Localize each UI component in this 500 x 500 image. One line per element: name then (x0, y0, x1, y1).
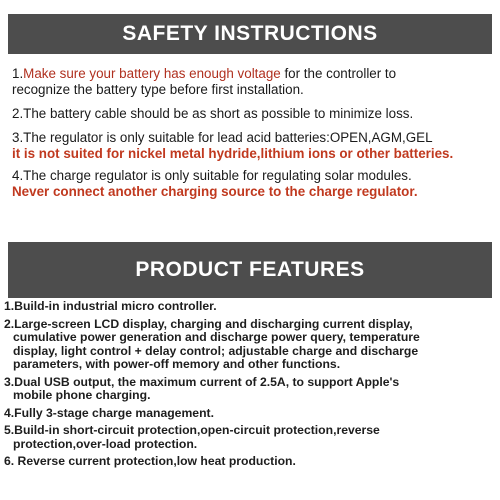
safety-item-4-text: The charge regulator is only suitable for regulating solar modules. (23, 168, 412, 183)
safety-item-1-highlight: Make sure your battery has enough voltage (23, 66, 281, 81)
feature-item-3 (4, 376, 500, 403)
safety-item-4-warning: Never connect another charging source to the charge regulator. (12, 184, 418, 199)
safety-item-3 (12, 130, 494, 162)
feature-item-1 (4, 300, 500, 314)
feature-item-3-line-1: 3.Dual USB output, the maximum current of 2.5A, to support Apple's (4, 375, 400, 389)
feature-item-2 (4, 318, 500, 372)
safety-item-4-line-1 (12, 168, 494, 184)
safety-item-3-number: 3. (12, 130, 24, 145)
feature-item-2-line-3: display, light control + delay control; adjustable charge and discharge (13, 343, 419, 358)
product-features-list (4, 300, 500, 473)
safety-item-2-text: The battery cable should be as short as possible to minimize loss. (23, 106, 414, 121)
product-features-title: PRODUCT FEATURES (135, 258, 365, 281)
safety-item-1-rest: for the controller to (280, 66, 397, 81)
safety-item-1 (12, 66, 494, 98)
feature-item-2-line-1: 2.Large-screen LCD display, charging and discharging current display, (4, 317, 413, 331)
safety-instructions-banner (8, 14, 492, 54)
safety-item-1-number: 1. (12, 66, 24, 81)
safety-item-3-text: The regulator is only suitable for lead acid batteries:OPEN,AGM,GEL (23, 130, 433, 145)
feature-item-6 (4, 455, 500, 469)
safety-instructions-list (12, 66, 494, 208)
feature-item-2-line-4: parameters, with power-off memory and other functions. (13, 357, 341, 371)
safety-item-4-number: 4. (12, 168, 24, 183)
feature-item-1-line-1: 1.Build-in industrial micro controller. (4, 300, 217, 313)
feature-item-3-line-2: mobile phone charging. (13, 388, 151, 402)
safety-item-3-warning: it is not suited for nickel metal hydride,lithium ions or other batteries. (12, 146, 454, 161)
safety-item-1-line-1 (12, 66, 494, 82)
safety-item-1-line-2: recognize the battery type before first installation. (12, 82, 304, 97)
safety-item-2 (12, 106, 494, 122)
safety-item-2-number: 2. (12, 106, 24, 121)
feature-item-2-line-2: cumulative power generation and discharge power query, temperature (13, 330, 420, 344)
safety-item-4 (12, 168, 494, 200)
feature-item-5 (4, 424, 500, 451)
feature-item-4 (4, 407, 500, 421)
product-features-banner (8, 242, 492, 298)
feature-item-5-line-1: 5.Build-in short-circuit protection,open-circuit protection,reverse (4, 424, 380, 437)
feature-item-4-line-1: 4.Fully 3-stage charge management. (4, 406, 214, 420)
feature-item-5-line-2: protection,over-load protection. (13, 436, 198, 451)
safety-item-3-line-1 (12, 130, 494, 146)
feature-item-6-line-1: 6. Reverse current protection,low heat production. (4, 455, 296, 468)
safety-instructions-title: SAFETY INSTRUCTIONS (122, 22, 378, 45)
